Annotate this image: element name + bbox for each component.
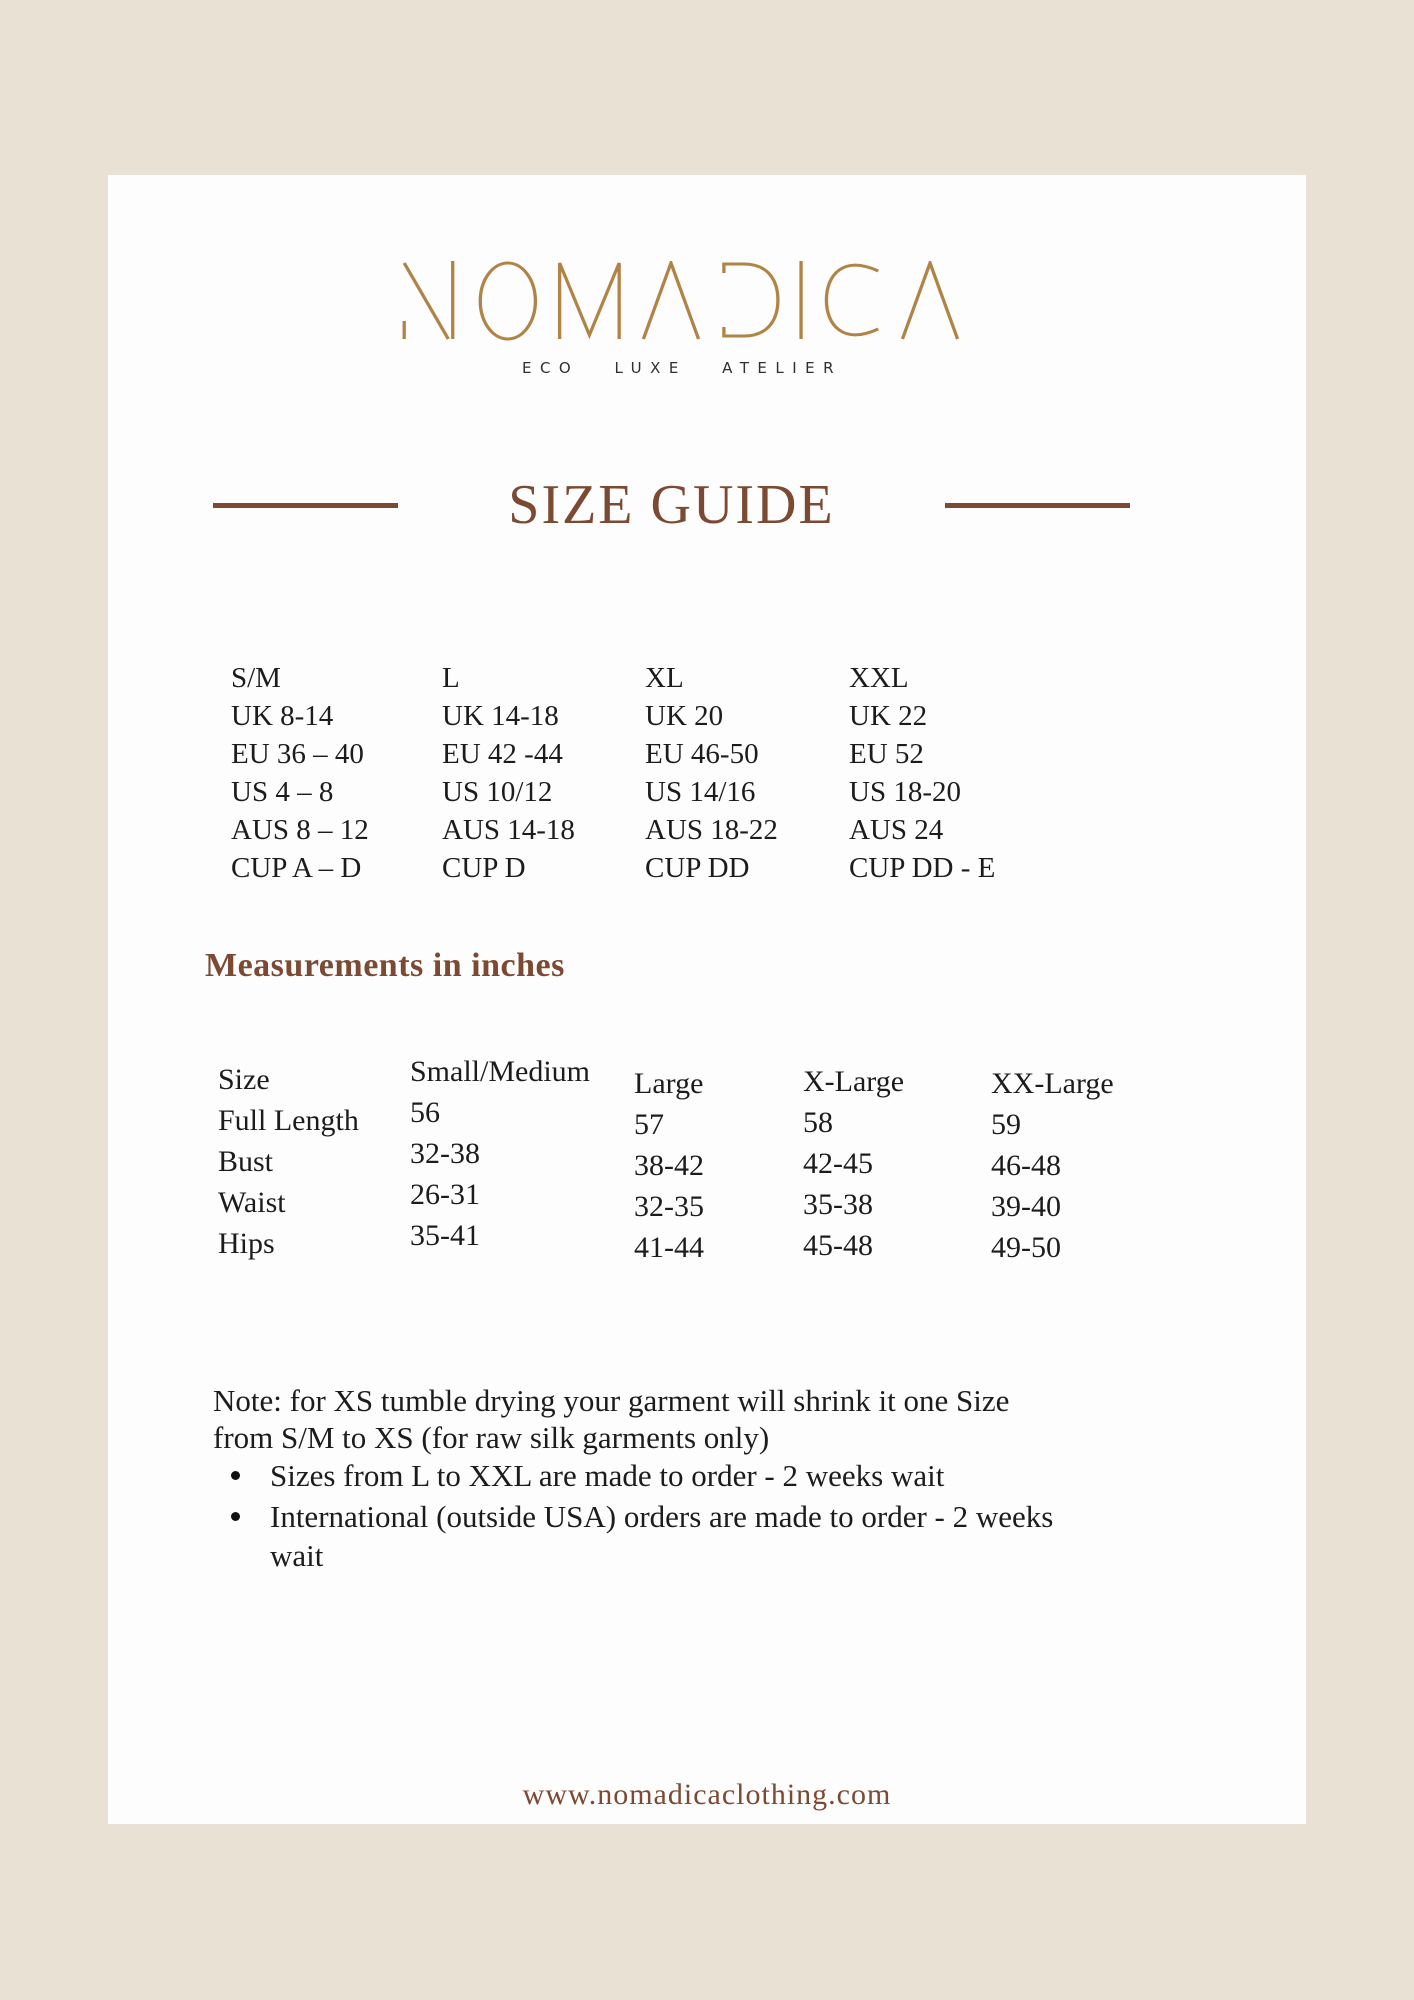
- bullet-line: Sizes from L to XXL are made to order - 2 weeks wait: [270, 1458, 945, 1493]
- size-row: UK 14-18: [442, 700, 559, 732]
- size-row: UK 22: [849, 700, 928, 732]
- size-column-xl: [645, 659, 778, 887]
- size-row: US 18-20: [849, 776, 961, 808]
- measurements-column-labels: [218, 1059, 359, 1264]
- cell-value: 39-40: [991, 1190, 1061, 1223]
- column-header: XX-Large: [991, 1067, 1114, 1100]
- size-row: AUS 18-22: [645, 814, 778, 846]
- title-rule-right: [945, 503, 1130, 508]
- cell-value: 45-48: [803, 1229, 873, 1262]
- cell-value: 32-35: [634, 1190, 704, 1223]
- bullet-icon: [231, 1512, 240, 1521]
- size-row: EU 42 -44: [442, 738, 563, 770]
- note-line: from S/M to XS (for raw silk garments only): [213, 1420, 770, 1455]
- note-line: Note: for XS tumble drying your garment will shrink it one Size: [213, 1383, 1010, 1418]
- page-title: SIZE GUIDE: [508, 474, 835, 536]
- column-header: X-Large: [803, 1065, 905, 1098]
- size-label: S/M: [231, 662, 281, 694]
- size-label: XL: [645, 662, 684, 694]
- size-row: EU 52: [849, 738, 924, 770]
- row-label: Waist: [218, 1186, 286, 1219]
- cell-value: 49-50: [991, 1231, 1061, 1264]
- brand-tagline: ECO LUXE ATELIER: [521, 359, 843, 377]
- order-notes-list: [231, 1456, 1053, 1577]
- cell-value: 35-38: [803, 1188, 873, 1221]
- cell-value: 38-42: [634, 1149, 704, 1182]
- size-row: AUS 8 – 12: [231, 814, 369, 846]
- size-row: US 4 – 8: [231, 776, 334, 808]
- measurements-column-xxlarge: [991, 1063, 1114, 1268]
- measurements-column-xlarge: [803, 1061, 904, 1266]
- cell-value: 46-48: [991, 1149, 1061, 1182]
- size-column-xxl: [849, 659, 995, 887]
- size-row: AUS 24: [849, 814, 944, 846]
- size-row: CUP DD - E: [849, 852, 996, 884]
- brand-logo-icon: [402, 261, 962, 341]
- size-row: US 14/16: [645, 776, 756, 808]
- bullet-line: wait: [270, 1538, 324, 1573]
- cell-value: 42-45: [803, 1147, 873, 1180]
- website-url: www.nomadicaclothing.com: [522, 1778, 892, 1811]
- brand-logo: [402, 261, 962, 377]
- title-row: [213, 473, 1130, 537]
- size-row: UK 8-14: [231, 700, 334, 732]
- cell-value: 59: [991, 1108, 1021, 1141]
- size-guide-card: [108, 175, 1306, 1824]
- size-row: CUP DD: [645, 852, 750, 884]
- cell-value: 32-38: [410, 1137, 480, 1170]
- size-label: L: [442, 662, 460, 694]
- size-row: US 10/12: [442, 776, 553, 808]
- cell-value: 35-41: [410, 1219, 480, 1252]
- title-rule-left: [213, 503, 398, 508]
- cell-value: 56: [410, 1096, 440, 1129]
- size-row: EU 36 – 40: [231, 738, 364, 770]
- size-row: EU 46-50: [645, 738, 759, 770]
- bullet-line: International (outside USA) orders are made to order - 2 weeks: [270, 1499, 1054, 1534]
- cell-value: 26-31: [410, 1178, 480, 1211]
- size-label: XXL: [849, 662, 909, 694]
- size-row: CUP D: [442, 852, 526, 884]
- list-item: [231, 1456, 1053, 1495]
- measurements-heading: Measurements in inches: [205, 947, 565, 984]
- size-column-l: [442, 659, 575, 887]
- size-row: UK 20: [645, 700, 724, 732]
- shrink-note: [213, 1382, 1009, 1456]
- bullet-icon: [231, 1471, 240, 1480]
- size-row: CUP A – D: [231, 852, 362, 884]
- column-header: Large: [634, 1067, 704, 1100]
- column-header: Size: [218, 1063, 270, 1096]
- cell-value: 57: [634, 1108, 664, 1141]
- row-label: Full Length: [218, 1104, 359, 1137]
- size-row: AUS 14-18: [442, 814, 575, 846]
- cell-value: 58: [803, 1106, 833, 1139]
- measurements-column-large: [634, 1063, 704, 1268]
- row-label: Hips: [218, 1227, 275, 1260]
- row-label: Bust: [218, 1145, 274, 1178]
- column-header: Small/Medium: [410, 1055, 590, 1088]
- list-item: [231, 1497, 1053, 1575]
- bullet-text: [270, 1456, 944, 1495]
- size-column-sm: [231, 659, 369, 887]
- cell-value: 41-44: [634, 1231, 704, 1264]
- bullet-text: [270, 1497, 1053, 1575]
- measurements-column-sm: [410, 1051, 590, 1256]
